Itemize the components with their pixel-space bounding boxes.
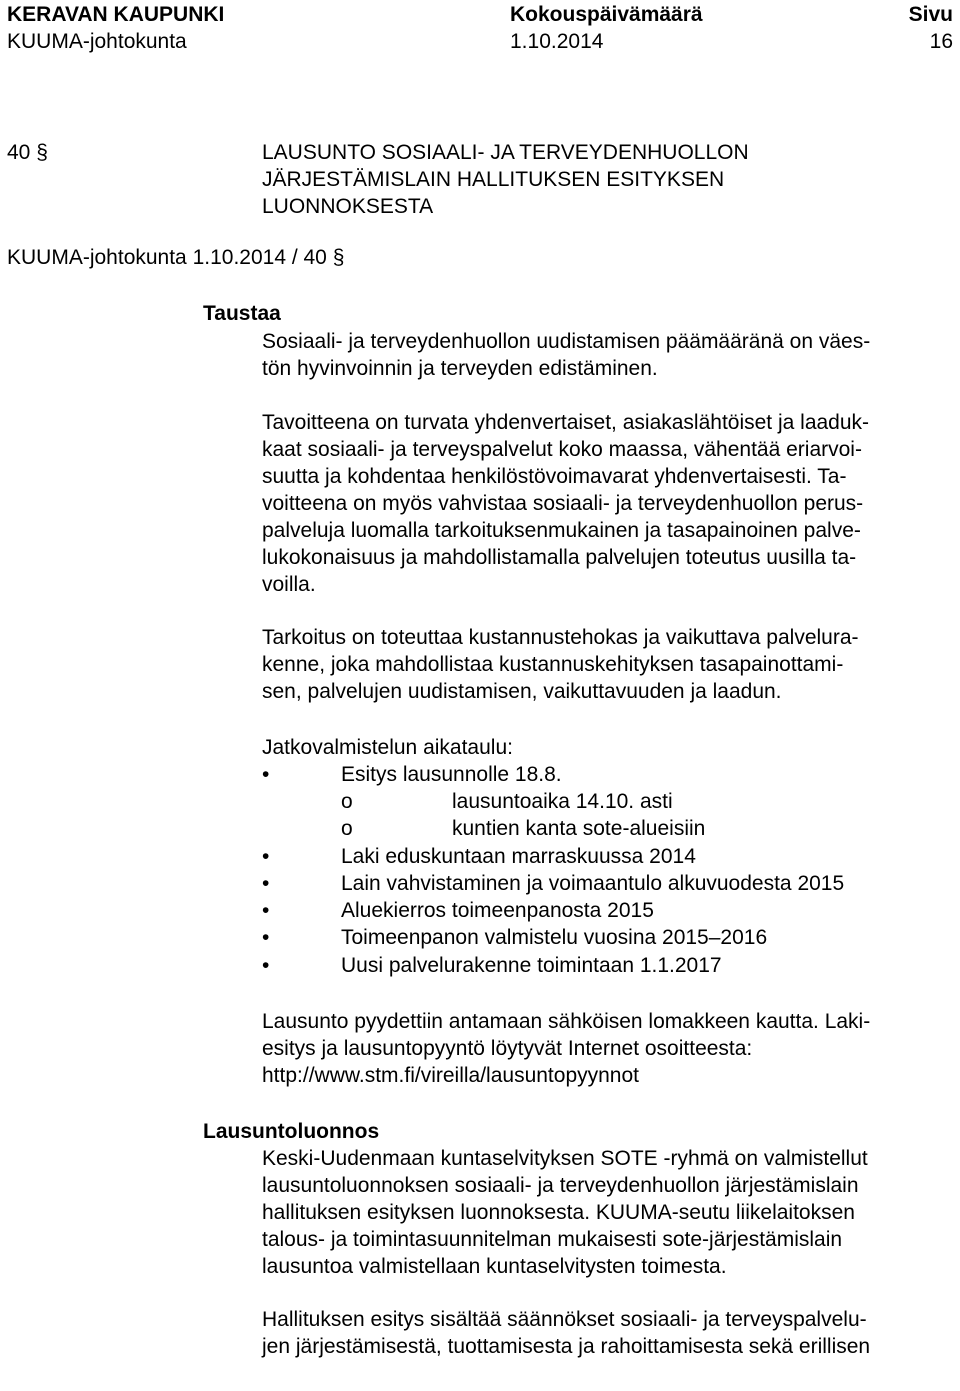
schedule-item: Aluekierros toimeenpanosta 2015 [341,899,654,922]
text-line: palveluja luomalla tarkoituksenmukainen ja tasapainoinen palve- [262,519,861,542]
taustaa-paragraph-1 [262,328,948,382]
schedule-item: Laki eduskuntaan marraskuussa 2014 [341,845,696,868]
sub-bullet-marker: o [341,790,353,813]
bullet-icon: • [262,872,270,895]
taustaa-paragraph-3 [262,624,948,705]
text-line: Lausunto pyydettiin antamaan sähköisen lomakkeen kautta. Laki- [262,1010,871,1033]
lausuntoluonnos-paragraph-2 [262,1306,948,1360]
text-line: lausuntoa valmistellaan kuntaselvitysten toimesta. [262,1255,727,1278]
text-line: Hallituksen esitys sisältää säännökset sosiaali- ja terveyspalvelu- [262,1308,867,1331]
header-body: KUUMA-johtokunta [7,30,187,53]
schedule-item: Uusi palvelurakenne toimintaan 1.1.2017 [341,954,722,977]
header-date-label: Kokouspäivämäärä [510,3,703,26]
schedule-subitem: lausuntoaika 14.10. asti [452,790,673,813]
header-date: 1.10.2014 [510,30,604,53]
text-line: jen järjestämisestä, tuottamisesta ja rahoittamisesta sekä erillisen [262,1335,871,1358]
text-line: hallituksen esityksen luonnoksesta. KUUMA-seutu liikelaitoksen [262,1201,855,1224]
taustaa-paragraph-2 [262,409,948,598]
url-text: http://www.stm.fi/vireilla/lausuntopyynnot [262,1064,639,1087]
bullet-icon: • [262,926,270,949]
lausuntoluonnos-paragraph-1 [262,1145,948,1280]
bullet-icon: • [262,763,270,786]
text-line: tön hyvinvoinnin ja terveyden edistäminen. [262,357,658,380]
schedule-title [262,734,948,761]
text-line: Sosiaali- ja terveydenhuollon uudistamisen päämääränä on väes- [262,330,871,353]
sub-bullet-marker: o [341,817,353,840]
bullet-icon: • [262,899,270,922]
section-title-line: LAUSUNTO SOSIAALI- JA TERVEYDENHUOLLON [262,141,749,164]
header-page-column [909,1,953,55]
page-header [7,0,953,60]
text-line: voilla. [262,573,316,596]
text-line: Tarkoitus on toteuttaa kustannustehokas ja vaikuttava palvelura- [262,626,859,649]
schedule-subitem: kuntien kanta sote-alueisiin [452,817,706,840]
bullet-icon: • [262,845,270,868]
bullet-icon: • [262,954,270,977]
header-date-column [510,1,703,55]
heading-lausuntoluonnos: Lausuntoluonnos [203,1120,380,1143]
text-line: kenne, joka mahdollistaa kustannuskehityksen tasapainottami- [262,653,844,676]
text-line: sen, palvelujen uudistamisen, vaikuttavuuden ja laadun. [262,680,782,703]
text-line: talous- ja toimintasuunnitelman mukaisesti sote-järjestämislain [262,1228,843,1251]
text-line: lukokonaisuus ja mahdollistamalla palvelujen toteutus uusilla ta- [262,546,857,569]
section-title-line: LUONNOKSESTA [262,195,434,218]
text-line: Tavoitteena on turvata yhdenvertaiset, asiakaslähtöiset ja laaduk- [262,411,870,434]
text-line: esitys ja lausuntopyyntö löytyvät Internet osoitteesta: [262,1037,753,1060]
section-number: 40 § [7,141,48,164]
schedule-item: Esitys lausunnolle 18.8. [341,763,562,786]
heading-taustaa: Taustaa [203,302,281,325]
taustaa-paragraph-4 [262,1008,948,1089]
header-org-column [7,1,224,55]
section-title [262,139,902,220]
text-line: voitteena on myös vahvistaa sosiaali- ja terveydenhuollon perus- [262,492,864,515]
header-page-number: 16 [929,30,953,53]
text-line: kaat sosiaali- ja terveyspalvelut koko maassa, vähentää eriarvoi- [262,438,862,461]
text-line: lausuntoluonnoksen sosiaali- ja terveydenhuollon järjestämislain [262,1174,859,1197]
text-line: Keski-Uudenmaan kuntaselvityksen SOTE -ryhmä on valmistellut [262,1147,868,1170]
header-org: KERAVAN KAUPUNKI [7,3,225,26]
meeting-reference: KUUMA-johtokunta 1.10.2014 / 40 § [7,246,345,269]
header-page-label: Sivu [908,3,953,26]
text-line: suutta ja kohdentaa henkilöstövoimavarat yhdenvertaisesti. Ta- [262,465,847,488]
schedule-item: Lain vahvistaminen ja voimaantulo alkuvuodesta 2015 [341,872,845,895]
schedule-item: Toimeenpanon valmistelu vuosina 2015–2016 [341,926,768,949]
section-title-line: JÄRJESTÄMISLAIN HALLITUKSEN ESITYKSEN [262,168,725,191]
text-line: Jatkovalmistelun aikataulu: [262,736,513,759]
